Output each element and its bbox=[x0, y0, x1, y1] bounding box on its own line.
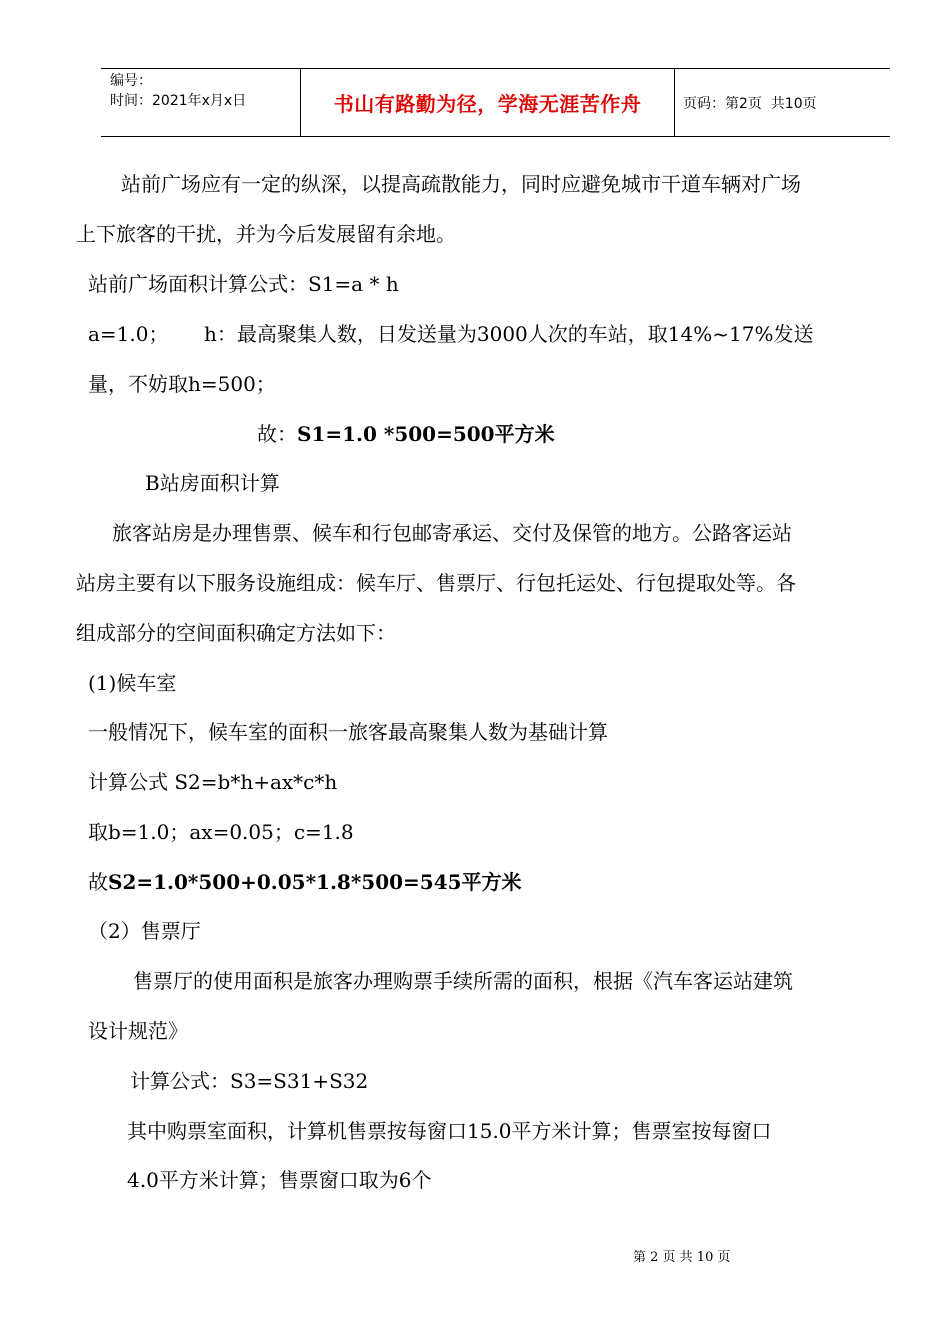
formula-3: 计算公式：S3=S31+S32 bbox=[130, 1069, 369, 1093]
paragraph-2-line-1: 旅客站房是办理售票、候车和行包邮寄承运、交付及保管的地方。公路客运站 bbox=[112, 521, 792, 545]
paragraph-4-line-2: 4.0平方米计算；售票窗口取为6个 bbox=[127, 1168, 432, 1192]
header-meta bbox=[101, 69, 301, 136]
params-1-h: h：最高聚集人数，日发送量为3000人次的车站，取14%~17%发送 bbox=[204, 322, 814, 346]
page-header bbox=[101, 68, 890, 137]
paragraph-4-line-1: 其中购票室面积，计算机售票按每窗口15.0平方米计算；售票室按每窗口 bbox=[127, 1119, 772, 1143]
header-number-label: 编号： bbox=[110, 73, 152, 89]
header-time-label: 时间：2021年x月x日 bbox=[110, 93, 247, 109]
item-2-title: （2）售票厅 bbox=[88, 919, 201, 943]
paragraph-3-line-2: 设计规范》 bbox=[88, 1019, 188, 1043]
header-page-info-text: 页码：第2页 共10页 bbox=[683, 95, 817, 112]
item-1-title: (1)候车室 bbox=[88, 671, 177, 695]
result-2-value: S2=1.0*500+0.05*1.8*500=545平方米 bbox=[108, 870, 522, 894]
header-motto: 书山有路勤为径，学海无涯苦作舟 bbox=[301, 69, 675, 136]
result-1-prefix: 故： bbox=[257, 422, 297, 446]
paragraph-1-line-1: 站前广场应有一定的纵深，以提高疏散能力，同时应避免城市干道车辆对广场 bbox=[121, 172, 801, 196]
params-2: 取b=1.0；ax=0.05；c=1.8 bbox=[88, 820, 354, 844]
result-1 bbox=[257, 422, 555, 446]
paragraph-2-line-3: 组成部分的空间面积确定方法如下： bbox=[76, 621, 396, 645]
page-footer: 第 2 页 共 10 页 bbox=[633, 1250, 731, 1265]
formula-1: 站前广场面积计算公式：S1=a * h bbox=[88, 272, 399, 296]
result-2 bbox=[88, 870, 522, 894]
paragraph-1-line-2: 上下旅客的干扰，并为今后发展留有余地。 bbox=[76, 222, 456, 246]
header-page-info bbox=[675, 69, 890, 136]
params-1-line-2: 量，不妨取h=500； bbox=[88, 372, 276, 396]
formula-2: 计算公式 S2=b*h+ax*c*h bbox=[88, 770, 338, 794]
result-2-prefix: 故 bbox=[88, 870, 108, 894]
paragraph-3-line-1: 售票厅的使用面积是旅客办理购票手续所需的面积，根据《汽车客运站建筑 bbox=[133, 969, 793, 993]
result-1-value: S1=1.0 *500=500平方米 bbox=[297, 422, 555, 446]
item-1-description: 一般情况下，候车室的面积一旅客最高聚集人数为基础计算 bbox=[88, 720, 608, 744]
paragraph-2-line-2: 站房主要有以下服务设施组成：候车厅、售票厅、行包托运处、行包提取处等。各 bbox=[76, 571, 796, 595]
section-b-heading: B站房面积计算 bbox=[145, 471, 280, 495]
params-1-a: a=1.0； bbox=[88, 322, 169, 346]
